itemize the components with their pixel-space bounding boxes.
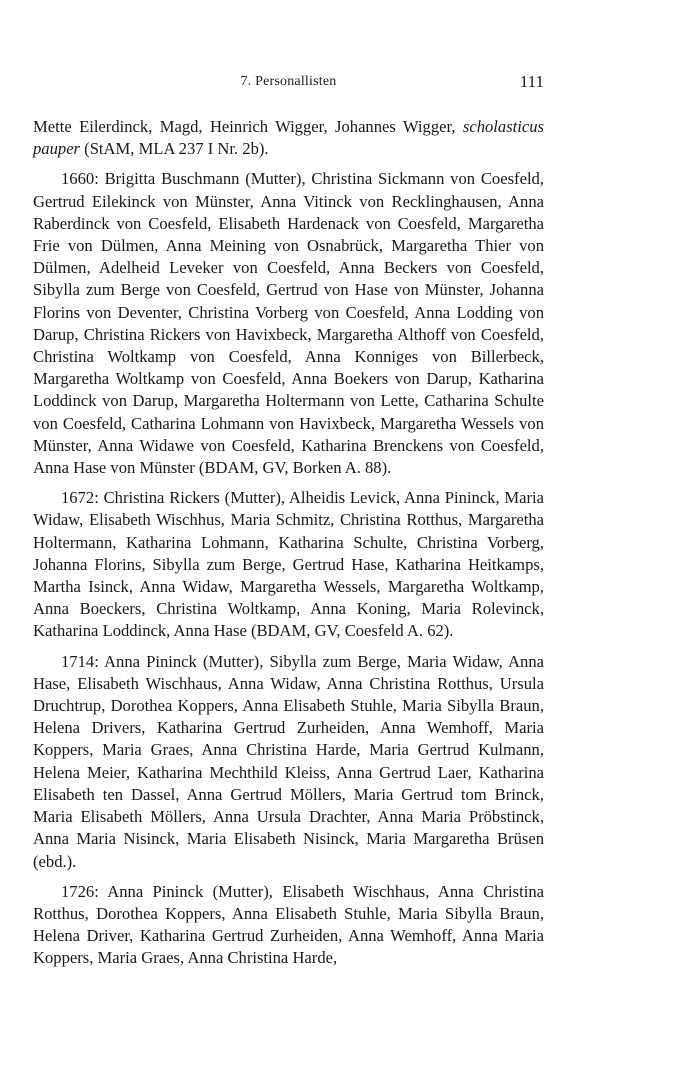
paragraph-1714: 1714: Anna Pininck (Mutter), Sibylla zum Berge, Maria Widaw, Anna Hase, Elisabeth Wischhaus, Anna Widaw, Anna Christina Rotthus, Ursula Druchtrup, Dorothea Koppers, Anna Elisabeth Stuhle, Maria Sibylla Braun, Helena Drivers, Katharina Gertrud Zurheiden, Anna Wemhoff, Maria Koppers, Maria Graes, Anna Christina Harde, Maria Gertrud Kulmann, Helena Meier, Katharina Mechthild Kleiss, Anna Gertrud Laer, Katharina Elisabeth ten Dassel, Anna Gertrud Möllers, Maria Gertrud tom Brinck, Maria Elisabeth Möllers, Anna Ursula Drachter, Anna Maria Pröbstinck, Anna Maria Nisinck, Maria Elisabeth Nisinck, Maria Margaretha Brüsen (ebd.). (33, 651, 544, 871)
paragraph-intro-text: Mette Eilerdinck, Magd, Heinrich Wigger, Johannes Wigger, (33, 117, 463, 136)
italic-term: scholasticus pauper (33, 117, 544, 159)
page-number: 111 (519, 72, 544, 91)
paragraph-1672: 1672: Christina Rickers (Mutter), Alheidis Levick, Anna Pininck, Maria Widaw, Elisabeth Wischhus, Maria Schmitz, Christina Rotthus, Margaretha Holtermann, Katharina Lohmann, Katharina Schulte, Christina Vorberg, Johanna Florins, Sibylla zum Berge, Gertrud Hase, Katharina Heitkamps, Martha Isinck, Anna Widaw, Margaretha Wessels, Margaretha Woltkamp, Anna Boeckers, Christina Woltkamp, Anna Koning, Maria Rolevinck, Katharina Loddinck, Anna Hase (BDAM, GV, Coesfeld A. 62). (33, 488, 544, 641)
paragraph-intro-citation: (StAM, MLA 237 I Nr. 2b). (80, 139, 269, 159)
running-title: 7. Personallisten (240, 74, 337, 89)
body-text (33, 116, 544, 970)
paragraph-intro (33, 116, 544, 160)
paragraph-1726: 1726: Anna Pininck (Mutter), Elisabeth Wischhaus, Anna Christina Rotthus, Dorothea Koppers, Anna Elisabeth Stuhle, Maria Sibylla Braun, Helena Driver, Katharina Gertrud Zurheiden, Anna Wemhoff, Anna Maria Koppers, Maria Graes, Anna Christina Harde, (33, 881, 544, 968)
running-head (33, 74, 544, 94)
paragraph-1660: 1660: Brigitta Buschmann (Mutter), Christina Sickmann von Coesfeld, Gertrud Eilekinck von Münster, Anna Vitinck von Recklinghausen, Anna Raberdinck von Coesfeld, Elisabeth Hardenack von Coesfeld, Margaretha Frie von Dülmen, Anna Meining von Osnabrück, Margaretha Thier von Dülmen, Adelheid Leveker von Coesfeld, Anna Beckers von Coesfeld, Sibylla zum Berge von Coesfeld, Gertrud von Hase von Münster, Johanna Florins von Deventer, Christina Vorberg von Coesfeld, Anna Lodding von Darup, Christina Rickers von Havixbeck, Margaretha Althoff von Coesfeld, Christina Woltkamp von Coesfeld, Anna Konniges von Billerbeck, Margaretha Woltkamp von Coesfeld, Anna Boekers von Darup, Katharina Loddinck von Darup, Margaretha Holtermann von Lette, Catharina Schulte von Coesfeld, Catharina Lohmann von Havixbeck, Margaretha Wessels von Münster, Anna Widawe von Coesfeld, Katharina Brenckens von Coesfeld, Anna Hase von Münster (BDAM, GV, Borken A. 88). (33, 169, 544, 478)
